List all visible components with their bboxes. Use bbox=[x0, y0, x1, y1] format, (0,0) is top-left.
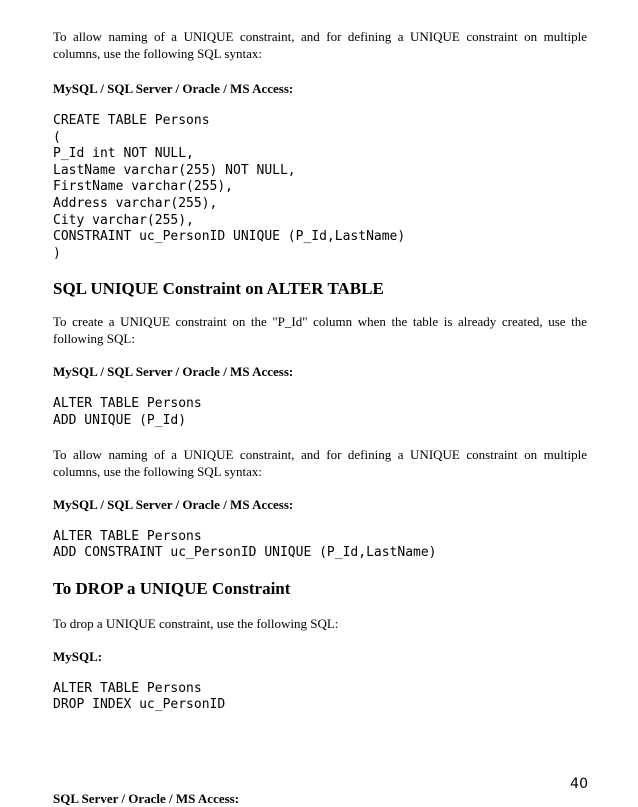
intro-db-label: MySQL / SQL Server / Oracle / MS Access: bbox=[53, 81, 294, 96]
intro-paragraph: To allow naming of a UNIQUE constraint, and for defining a UNIQUE constraint on multiple columns, use the following SQL syntax: bbox=[53, 29, 587, 61]
drop-index-code: ALTER TABLE Persons DROP INDEX uc_PersonID bbox=[53, 680, 226, 713]
alter-naming-db-label: MySQL / SQL Server / Oracle / MS Access: bbox=[53, 496, 294, 512]
alter-paragraph: To create a UNIQUE constraint on the "P_Id" column when the table is already created, use the following SQL: bbox=[53, 314, 587, 347]
alter-add-constraint-code: ALTER TABLE Persons ADD CONSTRAINT uc_PersonID UNIQUE (P_Id,LastName) bbox=[53, 528, 437, 561]
alter-naming-paragraph: To allow naming of a UNIQUE constraint, and for defining a UNIQUE constraint on multiple columns, use the following SQL syntax: bbox=[53, 446, 587, 479]
drop-paragraph: To drop a UNIQUE constraint, use the following SQL: bbox=[53, 615, 339, 631]
create-table-code: CREATE TABLE Persons ( P_Id int NOT NULL, LastName varchar(255) NOT NULL, FirstName varchar(255), Address varchar(255), City varchar(255), CONSTRAINT uc_PersonID UNIQUE (P_Id,LastName) ) bbox=[53, 113, 406, 261]
page-number: 40 bbox=[570, 776, 588, 792]
alter-add-unique-code: ALTER TABLE Persons ADD UNIQUE (P_Id) bbox=[53, 396, 202, 428]
drop-other-db-label: SQL Server / Oracle / MS Access: bbox=[53, 790, 240, 806]
document-page bbox=[53, 28, 587, 807]
alter-table-heading: SQL UNIQUE Constraint on ALTER TABLE bbox=[53, 279, 384, 299]
drop-constraint-heading: To DROP a UNIQUE Constraint bbox=[53, 578, 291, 598]
drop-mysql-label: MySQL: bbox=[53, 648, 103, 664]
alter-db-label: MySQL / SQL Server / Oracle / MS Access: bbox=[53, 364, 294, 380]
